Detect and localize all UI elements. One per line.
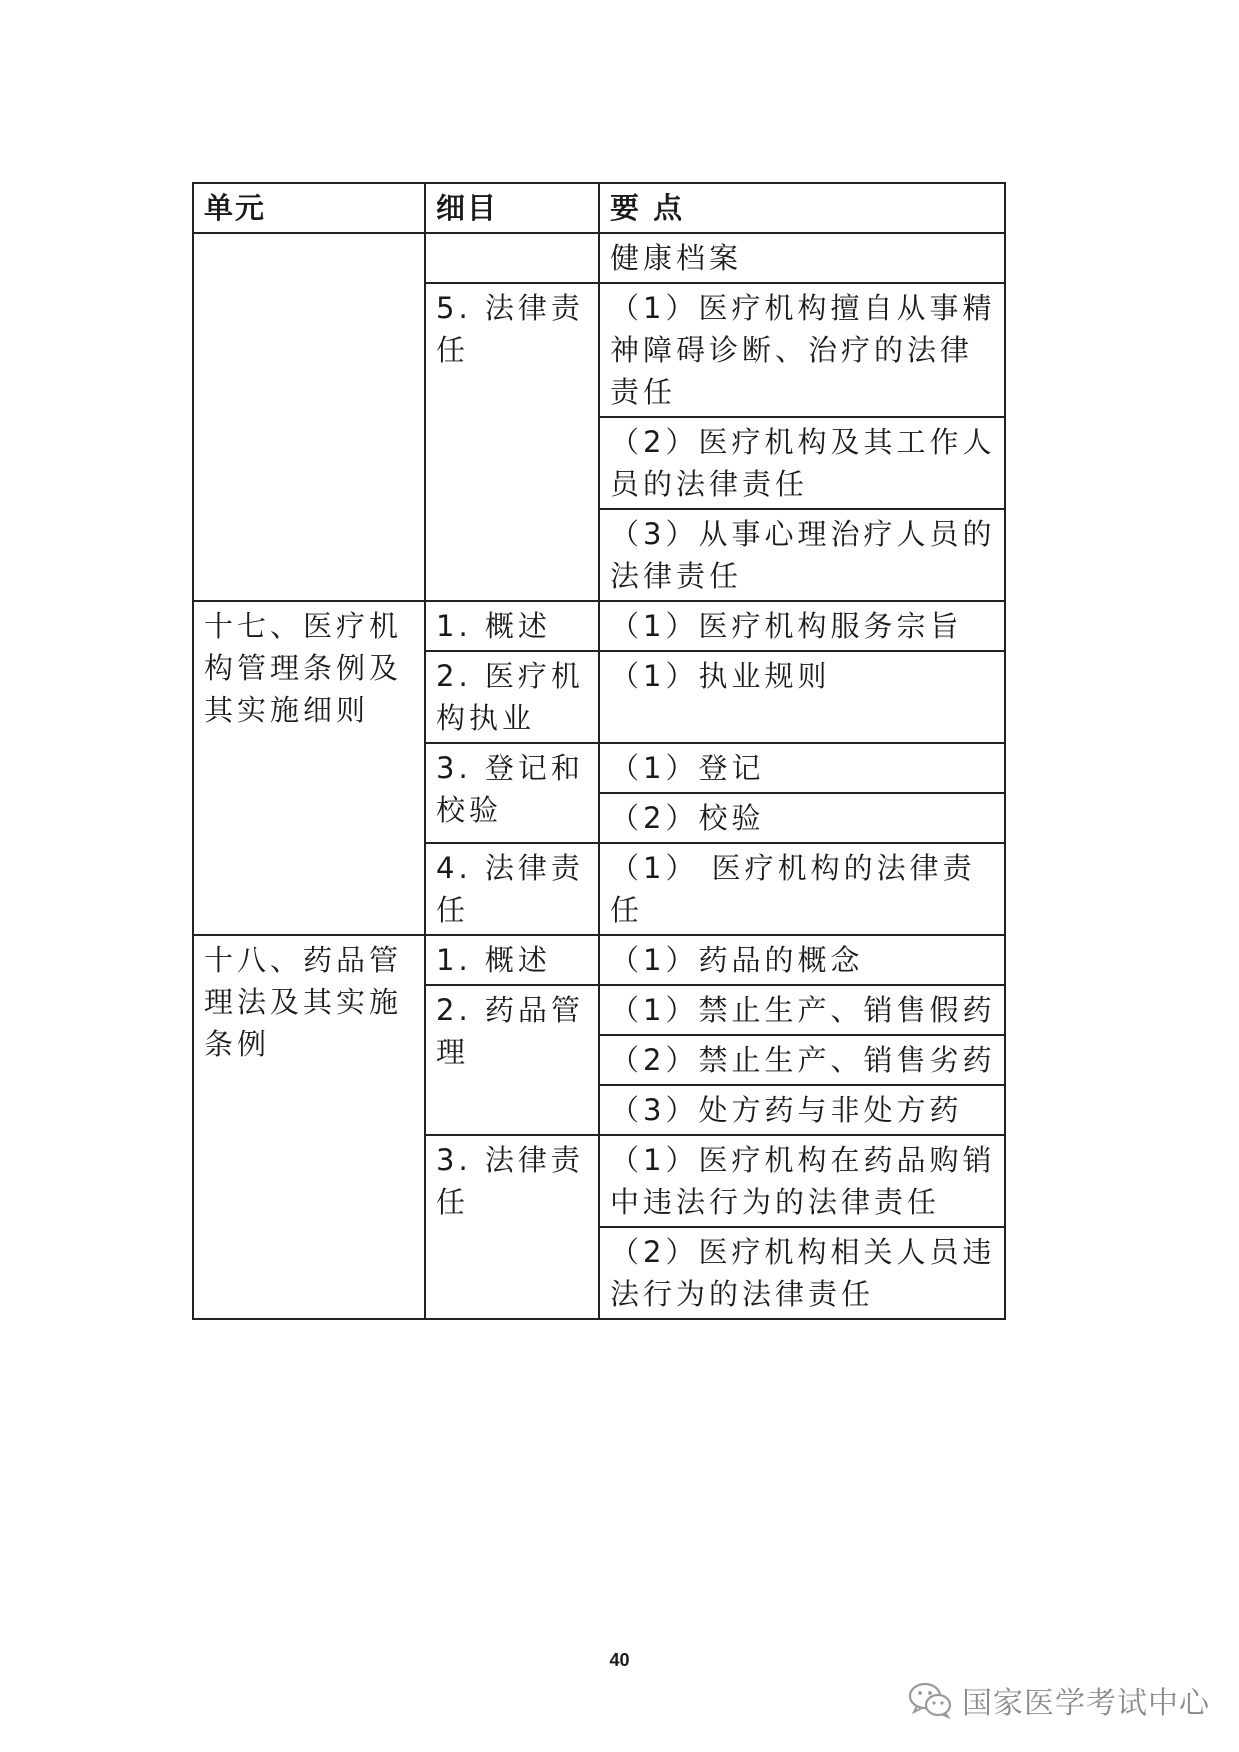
point-cell: （1）医疗机构擅自从事精神障碍诊断、治疗的法律责任 [599,283,1005,417]
unit-cell-empty [193,233,425,601]
item-cell: 4. 法律责任 [425,843,599,935]
point-cell: （1）执业规则 [599,651,1005,743]
point-cell: （3）处方药与非处方药 [599,1085,1005,1135]
point-cell: （1）禁止生产、销售假药 [599,985,1005,1035]
point-cell: （1） 医疗机构的法律责任 [599,843,1005,935]
table-row [193,601,1005,651]
point-cell: （2）校验 [599,793,1005,843]
watermark [908,1678,1210,1722]
item-cell: 2. 药品管理 [425,985,599,1135]
table-header-row [193,183,1005,233]
header-item: 细目 [425,183,599,233]
header-unit: 单元 [193,183,425,233]
point-cell: （1）登记 [599,743,1005,793]
item-cell: 1. 概述 [425,601,599,651]
item-cell: 1. 概述 [425,935,599,985]
point-cell: 健康档案 [599,233,1005,283]
table-row [193,935,1005,985]
item-cell: 2. 医疗机构执业 [425,651,599,743]
unit-cell: 十七、医疗机构管理条例及其实施细则 [193,601,425,935]
item-cell: 3. 登记和校验 [425,743,599,843]
syllabus-table [192,182,1006,1320]
watermark-text: 国家医学考试中心 [962,1686,1210,1721]
point-cell: （2）医疗机构相关人员违法行为的法律责任 [599,1227,1005,1319]
unit-cell: 十八、药品管理法及其实施条例 [193,935,425,1319]
wechat-icon [908,1681,952,1719]
point-cell: （2）禁止生产、销售劣药 [599,1035,1005,1085]
point-cell: （1）医疗机构服务宗旨 [599,601,1005,651]
table-row [193,233,1005,283]
point-cell: （2）医疗机构及其工作人员的法律责任 [599,417,1005,509]
header-points: 要 点 [599,183,1005,233]
item-cell-empty [425,233,599,283]
item-cell: 3. 法律责任 [425,1135,599,1319]
point-cell: （1）医疗机构在药品购销中违法行为的法律责任 [599,1135,1005,1227]
page-number: 40 [609,1650,630,1670]
item-cell: 5. 法律责任 [425,283,599,601]
point-cell: （1）药品的概念 [599,935,1005,985]
point-cell: （3）从事心理治疗人员的法律责任 [599,509,1005,601]
